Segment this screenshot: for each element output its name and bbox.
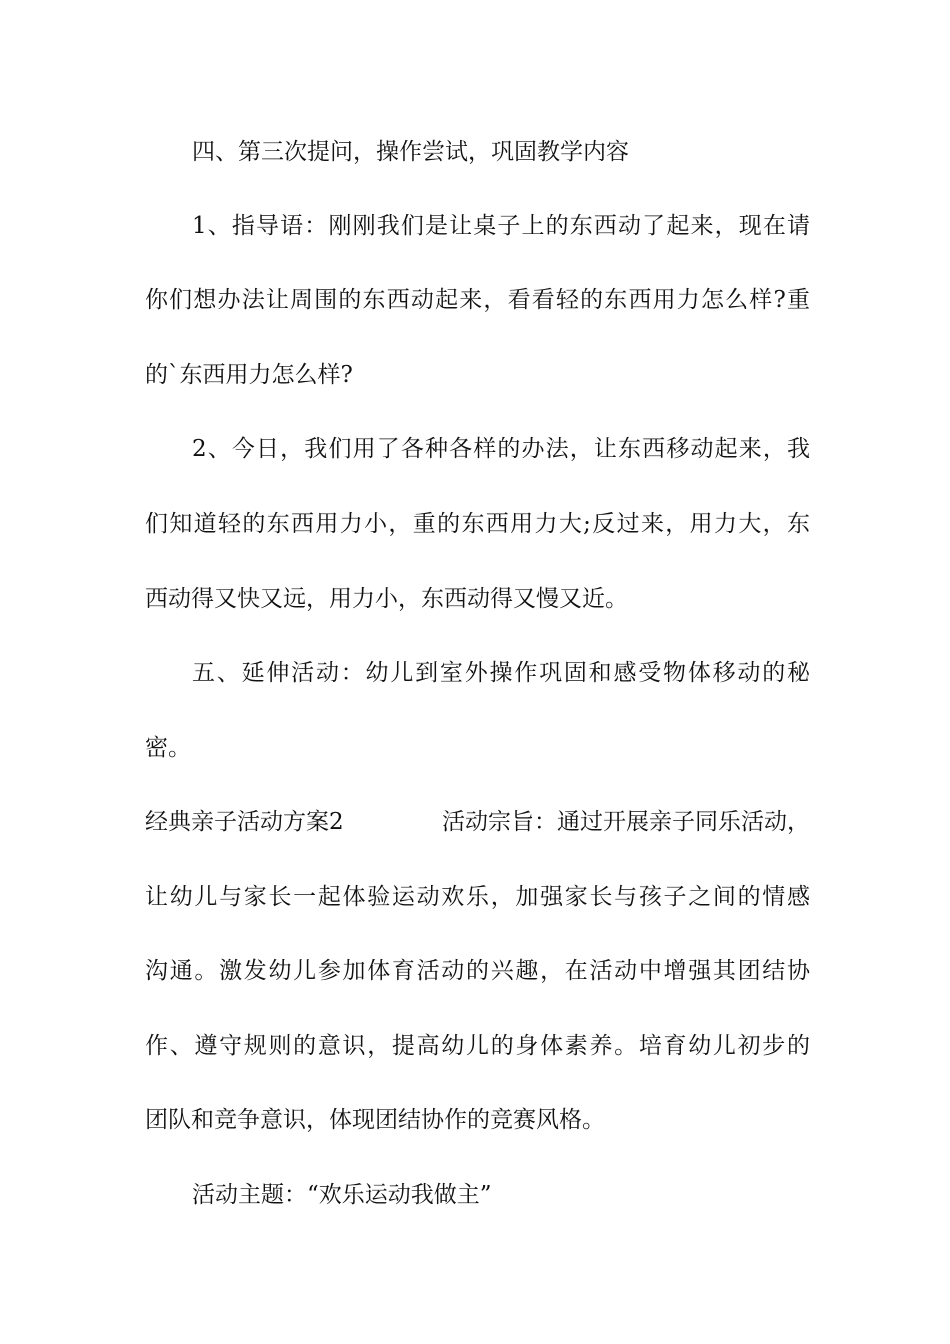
paragraph-line: 们知道轻的东西用力小，重的东西用力大;反过来，用力大，东 [145, 511, 810, 537]
paragraph-line: 2、今日，我们用了各种各样的办法，让东西移动起来，我 [192, 436, 810, 462]
paragraph-line: 团队和竞争意识，体现团结协作的竞赛风格。 [145, 1107, 605, 1133]
paragraph-line: 西动得又快又远，用力小，东西动得又慢又近。 [145, 586, 628, 612]
paragraph-line: 的`东西用力怎么样? [145, 362, 353, 388]
paragraph-line: 1、指导语：刚刚我们是让桌子上的东西动了起来，现在请 [192, 213, 810, 239]
paragraph-line: 让幼儿与家长一起体验运动欢乐，加强家长与孩子之间的情感 [145, 884, 810, 910]
heading-step-four: 四、第三次提问，操作尝试，巩固教学内容 [192, 139, 629, 165]
section-heading-line [145, 806, 810, 838]
activity-theme: 活动主题：“欢乐运动我做主” [192, 1182, 492, 1208]
paragraph-line: 你们想办法让周围的东西动起来，看看轻的东西用力怎么样?重 [145, 287, 810, 313]
section-first-line: 活动宗旨：通过开展亲子同乐活动， [442, 809, 810, 835]
section-heading: 经典亲子活动方案2 [145, 809, 344, 835]
paragraph-line: 作、遵守规则的意识，提高幼儿的身体素养。培育幼儿初步的 [145, 1033, 810, 1059]
heading-step-five: 五、延伸活动：幼儿到室外操作巩固和感受物体移动的秘 [192, 660, 810, 686]
paragraph-line: 沟通。激发幼儿参加体育活动的兴趣，在活动中增强其团结协 [145, 958, 810, 984]
paragraph-line: 密。 [145, 735, 191, 761]
